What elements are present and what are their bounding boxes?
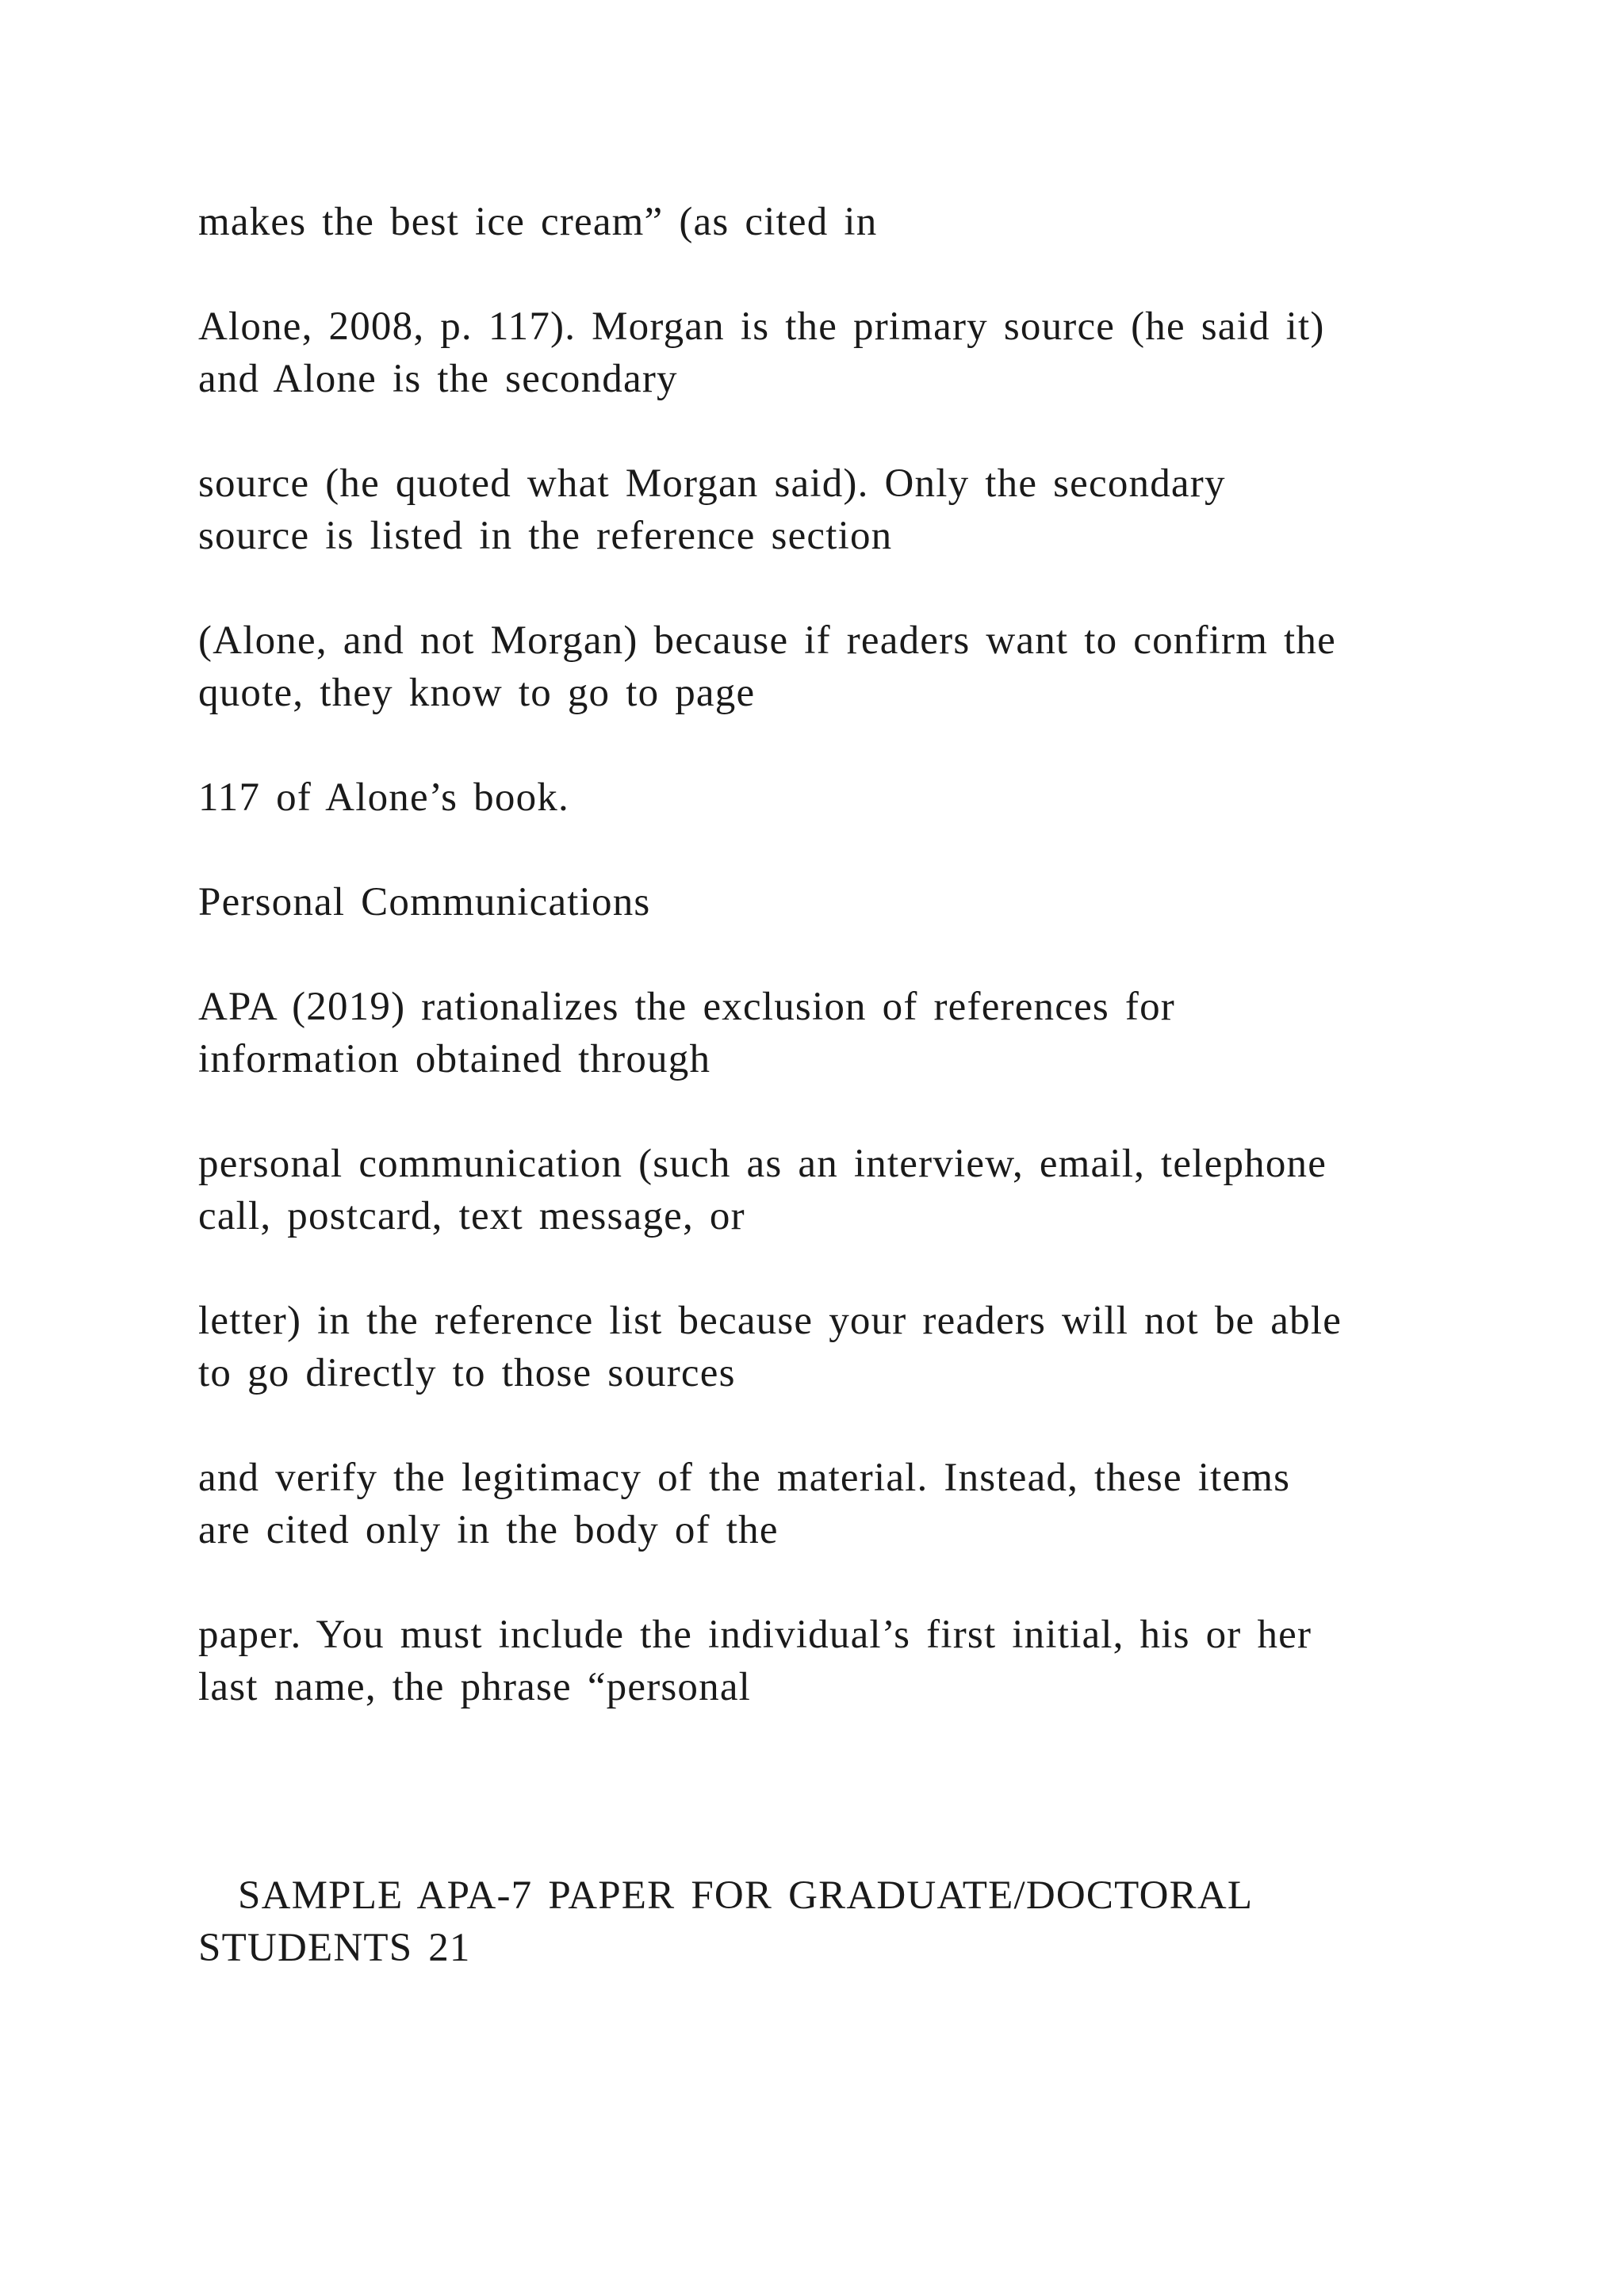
paragraph-4 <box>198 614 1467 719</box>
paragraph-line: are cited only in the body of the <box>198 1508 779 1552</box>
paragraph-line: last name, the phrase “personal <box>198 1665 752 1709</box>
paragraph-line: source is listed in the reference section <box>198 514 893 558</box>
paragraph-line: 117 of Alone’s book. <box>198 775 569 820</box>
paragraph-10 <box>198 1452 1467 1556</box>
running-head-line: SAMPLE APA-7 PAPER FOR GRADUATE/DOCTORAL <box>238 1873 1254 1918</box>
paragraph-line: personal communication (such as an interview, email, telephone <box>198 1142 1327 1186</box>
paragraph-line: and verify the legitimacy of the material. Instead, these items <box>198 1456 1291 1500</box>
paragraph-8 <box>198 1138 1467 1242</box>
paragraph-5 <box>198 771 1467 824</box>
section-heading-text: Personal Communications <box>198 880 651 924</box>
paragraph-line: letter) in the reference list because your readers will not be able <box>198 1299 1342 1343</box>
paragraph-line: quote, they know to go to page <box>198 671 756 715</box>
paragraph-2 <box>198 300 1467 405</box>
running-head <box>198 1869 1467 1974</box>
paragraph-line: Alone, 2008, p. 117). Morgan is the primary source (he said it) <box>198 304 1325 349</box>
paragraph-line: and Alone is the secondary <box>198 357 678 401</box>
paragraph-line: paper. You must include the individual’s first initial, his or her <box>198 1613 1312 1657</box>
paragraph-line: information obtained through <box>198 1037 711 1081</box>
section-heading <box>198 876 1467 928</box>
paragraph-line: to go directly to those sources <box>198 1351 736 1395</box>
paragraph-line: (Alone, and not Morgan) because if readers want to confirm the <box>198 618 1336 663</box>
paragraph-line: makes the best ice cream” (as cited in <box>198 200 878 244</box>
running-head-line: STUDENTS 21 <box>198 1926 471 1970</box>
paragraph-line: call, postcard, text message, or <box>198 1194 745 1238</box>
paragraph-9 <box>198 1295 1467 1399</box>
paragraph-line: source (he quoted what Morgan said). Only the secondary <box>198 461 1226 506</box>
paragraph-11 <box>198 1609 1467 1713</box>
paragraph-3 <box>198 457 1467 562</box>
paragraph-line: APA (2019) rationalizes the exclusion of references for <box>198 985 1175 1029</box>
paragraph-1 <box>198 196 1467 248</box>
paragraph-7 <box>198 981 1467 1085</box>
